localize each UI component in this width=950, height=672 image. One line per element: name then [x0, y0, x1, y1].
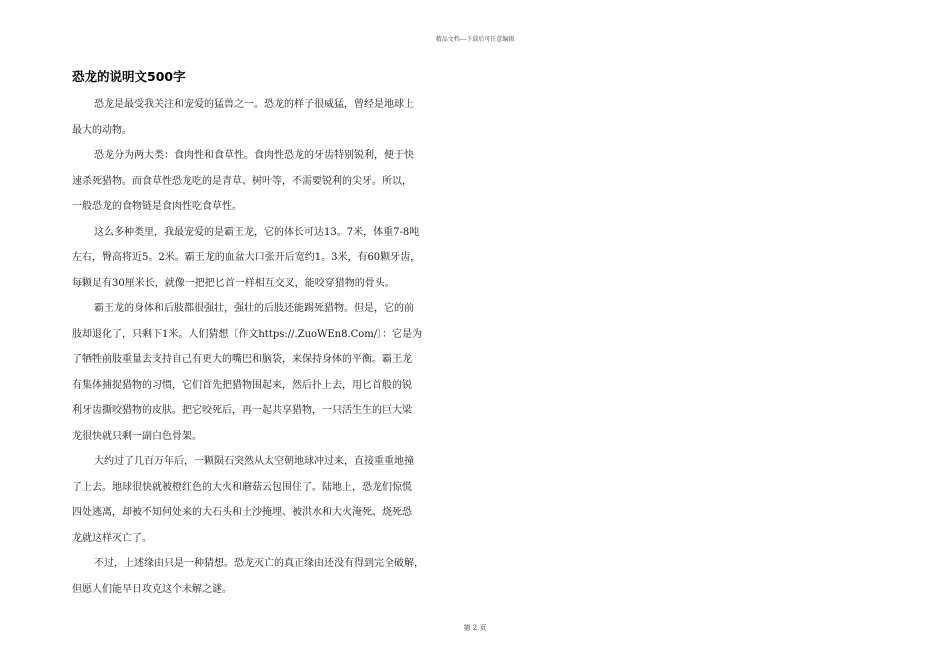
text-line: 大约过了几百万年后，一颗陨石突然从太空朝地球冲过来，直接重重地撞	[94, 456, 414, 467]
text-line: 但愿人们能早日攻克这个未解之谜。	[72, 583, 232, 595]
text-line: 了上去。地球很快就被橙红色的大火和蘑菇云包围住了。陆地上，恐龙们惊慌	[72, 481, 412, 493]
paragraph-1	[72, 92, 472, 143]
document-body	[72, 92, 472, 602]
paragraph-3	[72, 220, 472, 297]
text-line: 恐龙分为两大类：食肉性和食草性。食肉性恐龙的牙齿特别锐利，便于快	[94, 150, 414, 161]
paragraph-2	[72, 143, 472, 220]
document-title: 恐龙的说明文500字	[72, 69, 186, 84]
paragraph-5	[72, 449, 472, 551]
text-line: 四处逃离，却被不知何处来的大石头和土沙掩埋、被洪水和大火淹死、烧死恐	[72, 507, 412, 518]
text-line: 利牙齿撕咬猎物的皮肤。把它咬死后，再一起共享猎物，一只活生生的巨大梁	[72, 405, 412, 416]
text-line: 速杀死猎物。而食草性恐龙吃的是青草、树叶等，不需要锐利的尖牙。所以，	[72, 175, 412, 187]
text-line: 左右，臀高将近5。2米。霸王龙的血盆大口张开后宽约1。3米，有60颗牙齿，	[72, 252, 421, 263]
text-line: 这么多种类里，我最宠爱的是霸王龙，它的体长可达13。7米，体重7-8吨	[94, 226, 420, 238]
text-line: 每颗足有30厘米长，就像一把把匕首一样相互交叉，能咬穿猎物的骨头。	[72, 277, 395, 289]
paragraph-6	[72, 551, 472, 602]
text-line: 肢却退化了，只剩下1米。人们猜想〔作文https://.ZuoWEn8.Com/〕：它是为	[72, 328, 423, 340]
text-line: 最大的动物。	[72, 124, 132, 136]
text-line: 不过，上述缘由只是一种猜想。恐龙灭亡的真正缘由还没有得到完全破解，	[94, 558, 424, 569]
text-line: 霸王龙的身体和后肢都很强壮，强壮的后肢还能踢死猎物。但是，它的前	[94, 303, 414, 314]
paragraph-4	[72, 296, 472, 449]
text-line: 龙就这样灭亡了。	[72, 532, 152, 544]
text-line: 了牺牲前肢重量去支持自己有更大的嘴巴和脑袋，来保持身体的平衡。霸王龙	[72, 354, 412, 365]
text-line: 恐龙是最受我关注和宠爱的猛兽之一。恐龙的样子很威猛，曾经是地球上	[94, 99, 414, 110]
text-line: 一般恐龙的食物链是食肉性吃食草性。	[72, 201, 242, 212]
text-line: 龙很快就只剩一副白色骨架。	[72, 430, 202, 442]
page-number: 第 2 页	[463, 624, 487, 632]
page-header: 精品文档---下载后可任意编辑	[435, 36, 515, 43]
text-line: 有集体捕捉猎物的习惯，它们首先把猎物围起来，然后扑上去，用匕首般的锐	[72, 379, 412, 391]
